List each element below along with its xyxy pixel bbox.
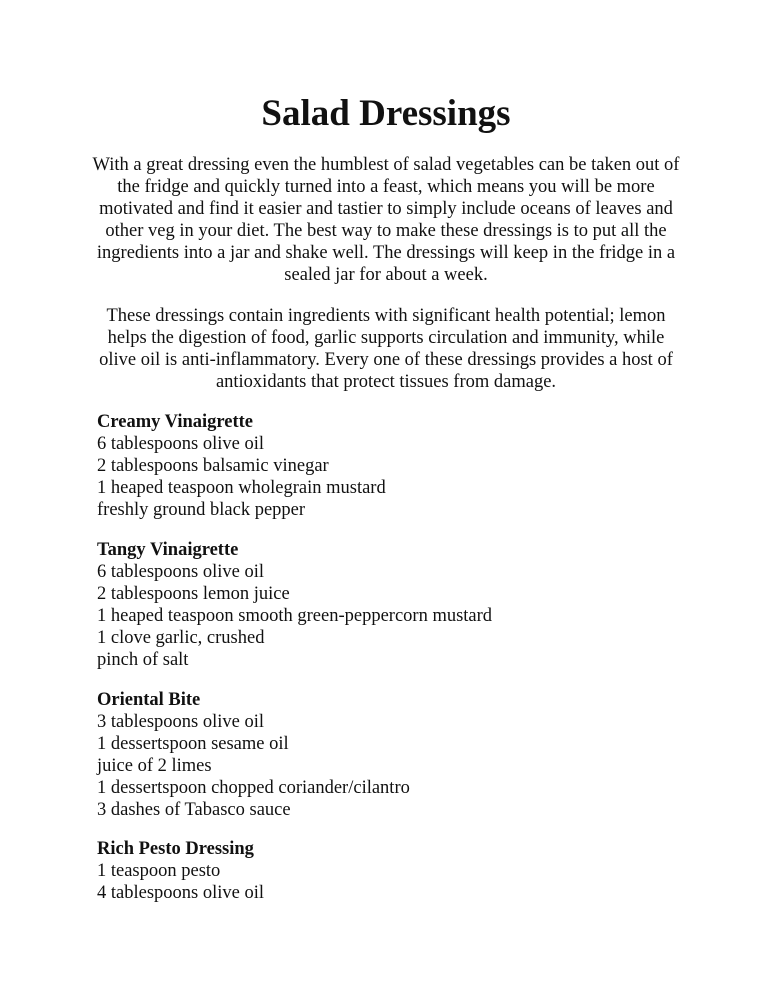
recipe-name: Rich Pesto Dressing — [97, 839, 254, 859]
ingredient-item: 2 tablespoons lemon juice — [97, 584, 290, 604]
ingredient-list — [97, 860, 697, 904]
ingredient-item: 1 dessertspoon sesame oil — [97, 734, 289, 754]
ingredient-item: juice of 2 limes — [97, 756, 212, 776]
ingredient-item: freshly ground black pepper — [97, 500, 306, 520]
ingredient-item: 4 tablespoons olive oil — [97, 883, 264, 903]
ingredient-item: 6 tablespoons olive oil — [97, 434, 264, 454]
ingredient-item: 1 heaped teaspoon wholegrain mustard — [97, 478, 386, 498]
ingredient-item: 1 clove garlic, crushed — [97, 628, 265, 648]
ingredient-item: 1 teaspoon pesto — [97, 861, 221, 881]
ingredient-item: 3 tablespoons olive oil — [97, 712, 264, 732]
ingredient-item: 1 dessertspoon chopped coriander/cilantro — [97, 778, 410, 798]
intro-text: These dressings contain ingredients with significant health potential; lemon helps the digestion of food, garlic supports circulation and immunity, while olive oil is anti-inflammatory. Every one of these dressings provides a host of antioxidants that protect tissues from damage. — [99, 306, 673, 392]
ingredient-item: 1 heaped teaspoon smooth green-peppercorn mustard — [97, 606, 493, 626]
recipe-oriental-bite — [97, 689, 697, 821]
page-title: Salad Dressings — [261, 93, 511, 134]
ingredient-item: 3 dashes of Tabasco sauce — [97, 800, 291, 820]
recipe-tangy-vinaigrette — [97, 539, 697, 671]
recipe-creamy-vinaigrette — [97, 411, 697, 521]
ingredient-item: 6 tablespoons olive oil — [97, 562, 264, 582]
ingredient-list — [97, 561, 697, 671]
recipe-name: Oriental Bite — [97, 690, 201, 710]
intro-paragraph-1 — [90, 154, 682, 286]
intro-text: With a great dressing even the humblest of salad vegetables can be taken out of the fridge and quickly turned into a feast, which means you will be more motivated and find it easier and tastier to simply include oceans of leaves and other veg in your diet. The best way to make these dressings is to put all the ingredients into a jar and shake well. The dressings will keep in the fridge in a sealed jar for about a week. — [92, 155, 680, 285]
ingredient-item: pinch of salt — [97, 650, 189, 670]
recipe-rich-pesto-dressing — [97, 838, 697, 904]
recipe-name: Creamy Vinaigrette — [97, 412, 254, 432]
ingredient-item: 2 tablespoons balsamic vinegar — [97, 456, 329, 476]
intro-paragraph-2 — [90, 305, 682, 393]
recipe-name: Tangy Vinaigrette — [97, 540, 239, 560]
ingredient-list — [97, 711, 697, 821]
ingredient-list — [97, 433, 697, 521]
